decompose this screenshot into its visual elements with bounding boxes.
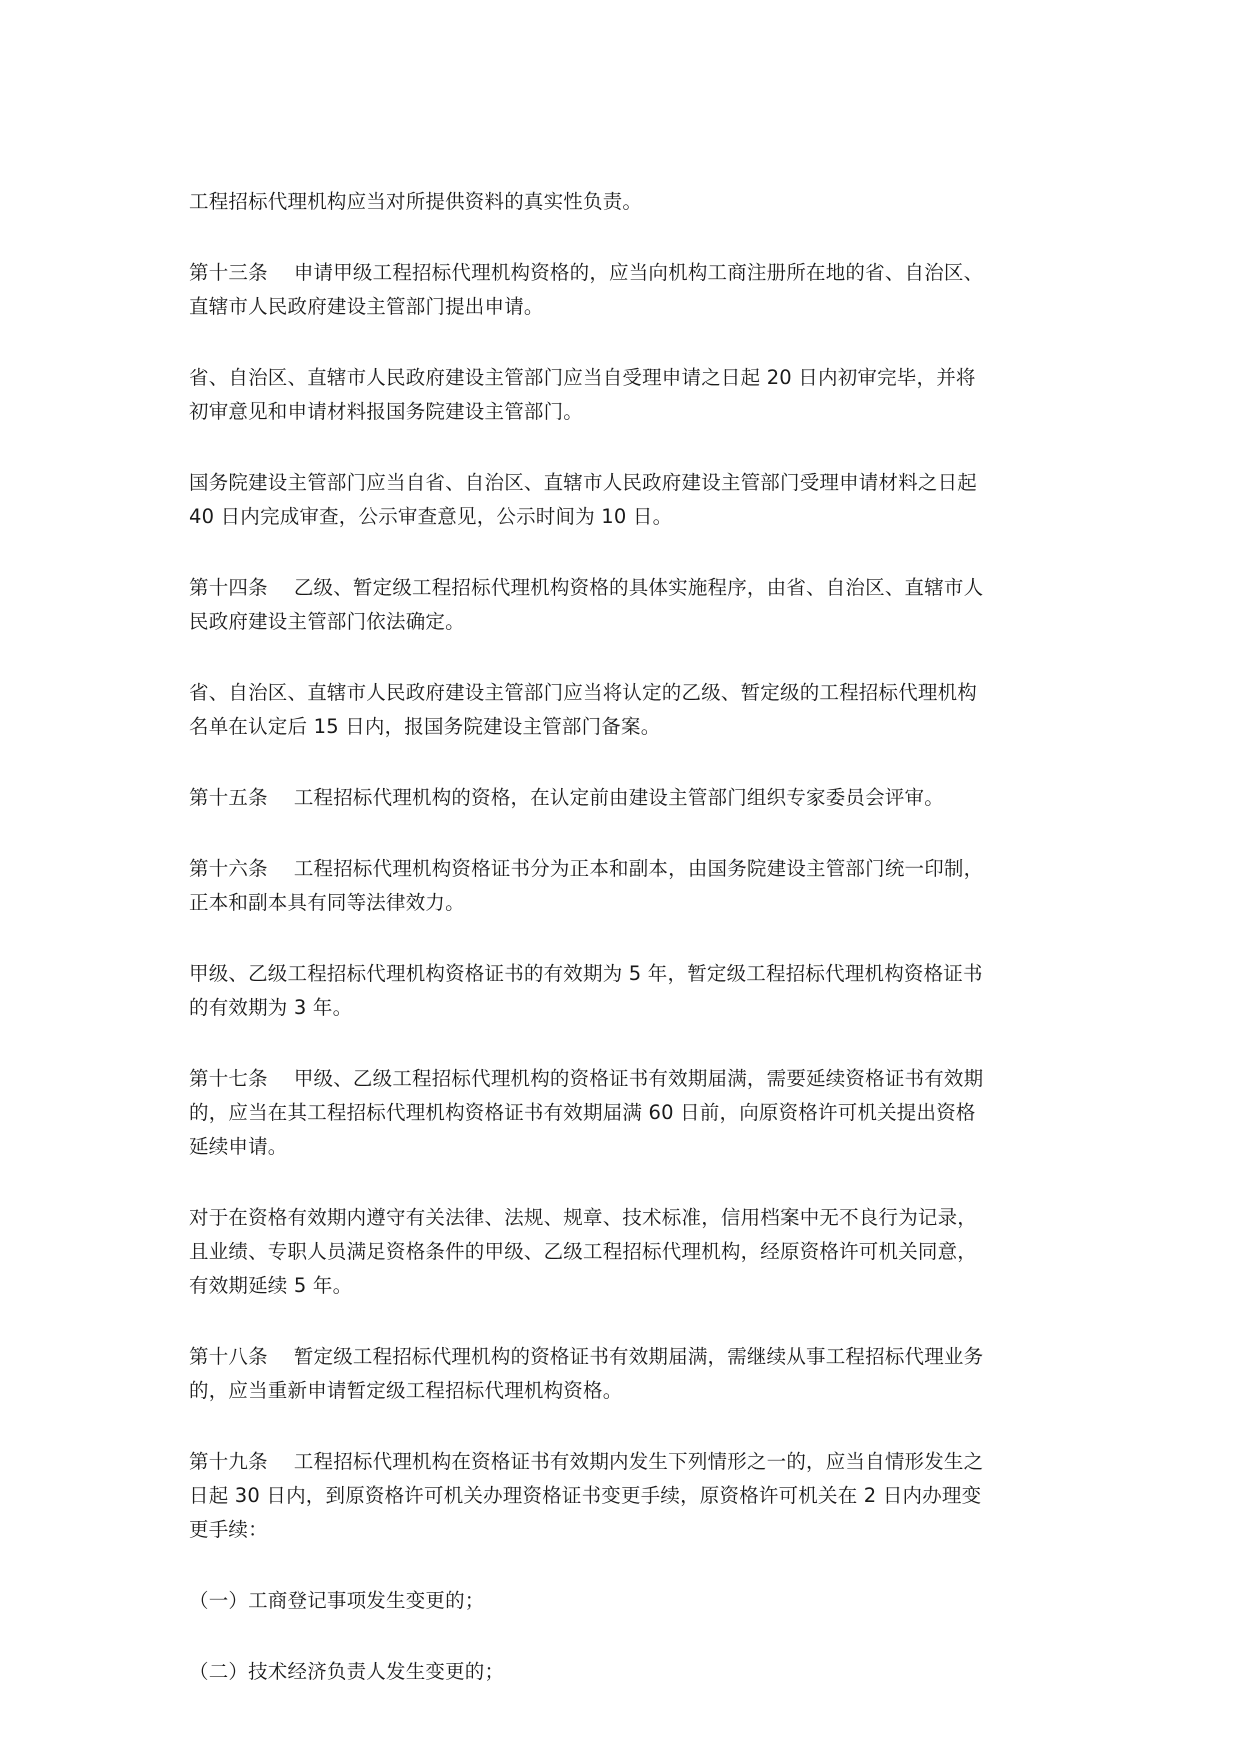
article-number: 第十五条 xyxy=(189,786,268,809)
article-18 xyxy=(189,1340,1061,1408)
paragraph-validity-period xyxy=(189,957,1061,1025)
text-line: 名单在认定后 15 日内，报国务院建设主管部门备案。 xyxy=(189,715,661,738)
text-line: 省、自治区、直辖市人民政府建设主管部门应当将认定的乙级、暂定级的工程招标代理机构 xyxy=(189,681,978,704)
text-line: 日起 30 日内，到原资格许可机关办理资格证书变更手续，原资格许可机关在 2 日内办理变 xyxy=(189,1484,982,1507)
text-line: 的，应当重新申请暂定级工程招标代理机构资格。 xyxy=(189,1379,623,1402)
article-number: 第十三条 xyxy=(189,261,268,284)
text-line: 国务院建设主管部门应当自省、自治区、直辖市人民政府建设主管部门受理申请材料之日起 xyxy=(189,471,978,494)
text-line: 延续申请。 xyxy=(189,1135,288,1158)
document-body xyxy=(189,185,1061,1726)
paragraph-provincial-review xyxy=(189,361,1061,429)
text-line: 第十九条 工程招标代理机构在资格证书有效期内发生下列情形之一的，应当自情形发生之 xyxy=(189,1450,984,1473)
text-line: 甲级、乙级工程招标代理机构资格证书的有效期为 5 年，暂定级工程招标代理机构资格证书 xyxy=(189,962,983,985)
text-line: 有效期延续 5 年。 xyxy=(189,1274,353,1297)
text-line: 第十六条 工程招标代理机构资格证书分为正本和副本，由国务院建设主管部门统一印制， xyxy=(189,857,984,880)
text-line: 民政府建设主管部门依法确定。 xyxy=(189,610,465,633)
text-line: 省、自治区、直辖市人民政府建设主管部门应当自受理申请之日起 20 日内初审完毕，并将 xyxy=(189,366,976,389)
article-16 xyxy=(189,852,1061,920)
paragraph-materials-authenticity xyxy=(189,185,1061,219)
text-line: 工程招标代理机构应当对所提供资料的真实性负责。 xyxy=(189,190,643,213)
text-line: 正本和副本具有同等法律效力。 xyxy=(189,891,465,914)
text-line: 更手续： xyxy=(189,1518,268,1541)
text-line: 40 日内完成审查，公示审查意见，公示时间为 10 日。 xyxy=(189,505,673,528)
article-number: 第十九条 xyxy=(189,1450,268,1473)
text-line: 的有效期为 3 年。 xyxy=(189,996,353,1019)
article-19 xyxy=(189,1445,1061,1547)
article-number: 第十六条 xyxy=(189,857,268,880)
article-17 xyxy=(189,1062,1061,1164)
text-line: 直辖市人民政府建设主管部门提出申请。 xyxy=(189,295,544,318)
text-line: 第十五条 工程招标代理机构的资格，在认定前由建设主管部门组织专家委员会评审。 xyxy=(189,786,944,809)
text-line: 第十八条 暂定级工程招标代理机构的资格证书有效期届满，需继续从事工程招标代理业务 xyxy=(189,1345,984,1368)
article-14 xyxy=(189,571,1061,639)
article-number: 第十四条 xyxy=(189,576,268,599)
article-13 xyxy=(189,256,1061,324)
paragraph-state-council-review xyxy=(189,466,1061,534)
paragraph-extension xyxy=(189,1201,1061,1303)
article-number: 第十七条 xyxy=(189,1067,268,1090)
text-line: 且业绩、专职人员满足资格条件的甲级、乙级工程招标代理机构，经原资格许可机关同意， xyxy=(189,1240,978,1263)
text-line: 第十七条 甲级、乙级工程招标代理机构的资格证书有效期届满，需要延续资格证书有效期 xyxy=(189,1067,984,1090)
article-15 xyxy=(189,781,1061,815)
article-number: 第十八条 xyxy=(189,1345,268,1368)
paragraph-filing xyxy=(189,676,1061,744)
list-item-2 xyxy=(189,1655,1061,1689)
list-item-1 xyxy=(189,1584,1061,1618)
text-line: 第十四条 乙级、暂定级工程招标代理机构资格的具体实施程序，由省、自治区、直辖市人 xyxy=(189,576,984,599)
text-line: （一）工商登记事项发生变更的； xyxy=(189,1589,485,1612)
text-line: 初审意见和申请材料报国务院建设主管部门。 xyxy=(189,400,584,423)
text-line: 对于在资格有效期内遵守有关法律、法规、规章、技术标准，信用档案中无不良行为记录， xyxy=(189,1206,978,1229)
text-line: 第十三条 申请甲级工程招标代理机构资格的，应当向机构工商注册所在地的省、自治区、 xyxy=(189,261,984,284)
text-line: 的，应当在其工程招标代理机构资格证书有效期届满 60 日前，向原资格许可机关提出资格 xyxy=(189,1101,976,1124)
text-line: （二）技术经济负责人发生变更的； xyxy=(189,1660,505,1683)
